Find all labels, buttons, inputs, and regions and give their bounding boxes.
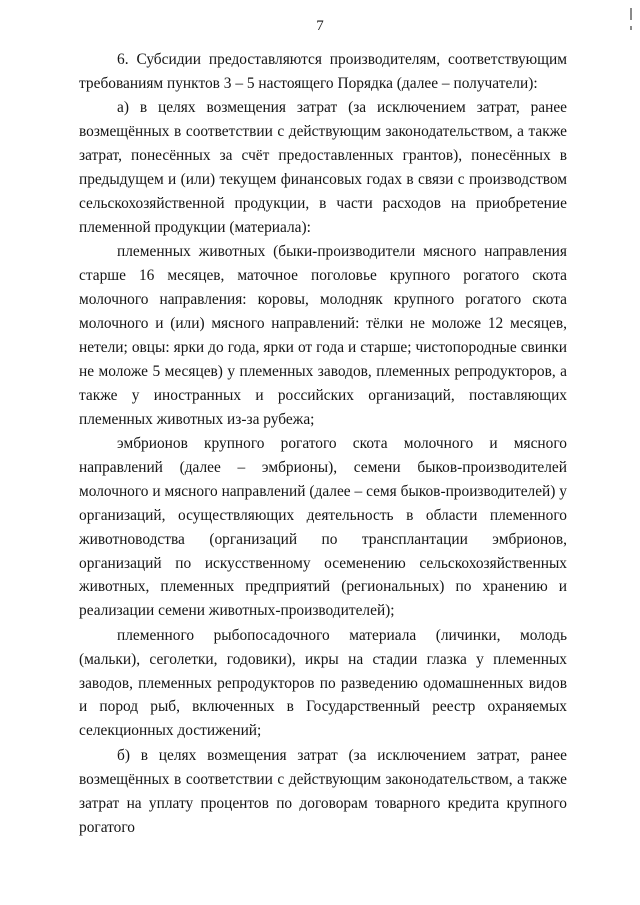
paragraph-6b: б) в целях возмещения затрат (за исключением затрат, ранее возмещённых в соответствии с действующим законодательством, а также затрат на уплату процентов по договорам товарного кредита крупного рогатого [79,746,567,836]
paragraph-fish-material: племенного рыбопосадочного материала (личинки, молодь (мальки), сеголетки, годовики), икры на стадии глазка у племенных заводов, племенных репродукторов по разведению одомашненных видов и пород рыб, включенных в Государственный реестр охраняемых селекционных достижений; [79,626,567,740]
page-number: 7 [316,18,324,34]
document-body [79,48,567,839]
paragraph-breeding-animals: племенных животных (быки-производители мясного направления старше 16 месяцев, маточное поголовье крупного рогатого скота молочного направления: коровы, молодняк крупного рогатого скота молочного и (или) мясного направлений: тёлки не моложе 12 месяцев, нетели; овцы: ярки до года, ярки от года и старше; чистопородные свинки не моложе 5 месяцев) у племенных заводов, племенных репродукторов, а также у иностранных и российских организаций, поставляющих племенных животных из-за рубежа; [79,243,567,428]
paragraph-6a: а) в целях возмещения затрат (за исключением затрат, ранее возмещённых в соответствии с действующим законодательством, а также затрат, понесённых за счёт предоставленных грантов), понесённых в предыдущем и (или) текущем финансовых годах в связи с производством сельскохозяйственной продукции, в части расходов на приобретение племенной продукции (материала): [79,99,567,236]
paragraph-6-intro: 6. Субсидии предоставляются производителям, соответствующим требованиям пунктов 3 – 5 настоящего Порядка (далее – получатели): [79,51,567,92]
paragraph-embryos-semen: эмбрионов крупного рогатого скота молочного и мясного направлений (далее – эмбрионы), семени быков-производителей молочного и мясного направлений (далее – семя быков-производителей) у организаций, осуществляющих деятельность в области племенного животноводства (организаций по трансплантации эмбрионов, организаций по искусственному осеменению сельскохозяйственных животных, племенных предприятий (региональных) по хранению и реализации семени животных-производителей); [79,435,567,620]
